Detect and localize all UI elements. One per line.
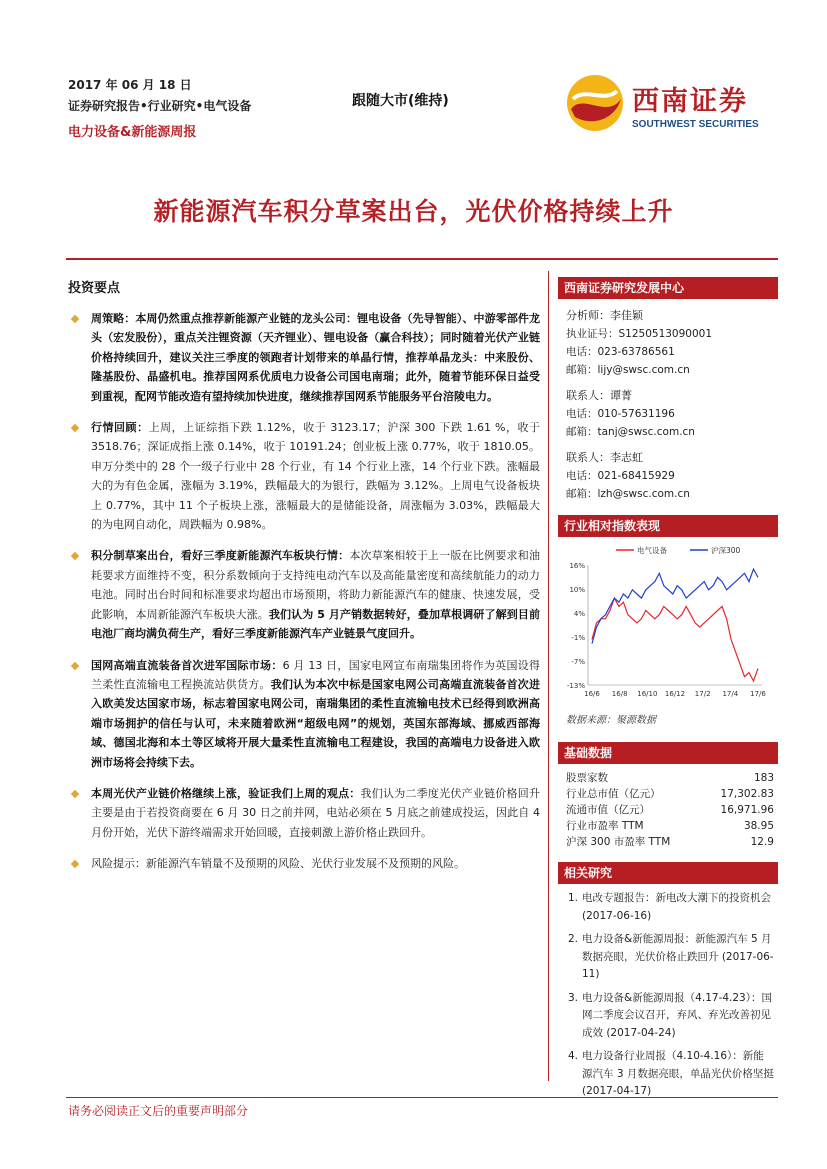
table-row [566, 818, 776, 834]
contact-phone: 电话：021-68415929 [566, 470, 675, 482]
analyst-email[interactable]: 邮箱：lijy@swsc.com.cn [566, 364, 690, 376]
report-series: 电力设备&新能源周报 [68, 125, 197, 140]
table-row [566, 786, 776, 802]
table-label: 流通市值（亿元） [566, 804, 650, 816]
table-label: 行业市盈率 TTM [566, 820, 644, 832]
series-line-electrical-equipment [592, 598, 758, 681]
relative-index-chart [558, 537, 778, 707]
table-value: 16,971.96 [720, 804, 774, 816]
related-research-list [558, 890, 778, 1101]
bullet-icon [71, 661, 79, 669]
ev-credit-label: 积分制草案出台，看好三季度新能源汽车板块行情： [91, 549, 350, 563]
chart-svg [558, 537, 778, 707]
table-value: 38.95 [743, 820, 774, 832]
list-item[interactable] [568, 990, 774, 1043]
x-tick-label: 16/10 [637, 690, 658, 698]
column-divider [548, 271, 549, 1081]
series-line-csi300 [592, 569, 758, 644]
table-label: 沪深 300 市盈率 TTM [566, 836, 671, 848]
paragraph-ev-credit [68, 546, 540, 643]
bullet-icon [71, 424, 79, 432]
market-review-label: 行情回顾： [91, 421, 149, 435]
list-number: 4. [568, 1050, 579, 1062]
table-label: 行业总市值（亿元） [566, 788, 661, 800]
ev-credit-text: 本次草案相较于上一版在比例要求和油耗要求方面维持不变，积分系数倾向于支持纯电动汽车以及高能量密度和高续航能力的动力电池。同时出台时间和标准要求均超出市场预期，将助力新能源汽车的健康、快速发展，受此影响，本周新能源汽车板块大涨。 [91, 549, 541, 621]
paragraph-pv-price [68, 784, 540, 842]
legend-label: 沪深300 [711, 546, 741, 555]
ev-credit-view: 我们认为 5 月产销数据转好，叠加草根调研了解到目前电池厂商均满负荷生产，看好三季度新能源汽车产业链景气度回升。 [91, 607, 540, 641]
y-tick-label: 10% [569, 586, 585, 594]
risk-text: 风险提示：新能源汽车销量不及预期的风险、光伏行业发展不及预期的风险。 [91, 857, 465, 871]
company-logo [565, 73, 770, 135]
y-tick-label: -7% [571, 658, 585, 666]
state-grid-view: 我们认为本次中标是国家电网公司高端直流装备首次进入欧美发达国家市场，标志着国家电网公司，南瑞集团的柔性直流输电技术已经得到欧洲高端市场拥护的信任与认可，未来随着欧洲“超级电网”的规划，英国东部海域、挪威西部海域、德国北海和本土等区域将开展大量柔性直流输电工程建设，我国的高端电力设备进入欧洲市场将会持续下去。 [91, 677, 541, 769]
table-row [566, 802, 776, 818]
market-review-text: 上周，上证综指下跌 1.12%，收于 3123.17；沪深 300 下跌 1.61 %，收于 3518.76；深证成指上涨 0.14%，收于 10191.24；创业板上涨 0.77%，收于 1810.05。申万分类中的 28 个一级子行业中 28 个行业，有 14 个行业上涨，14 个行业下跌。涨幅最大的为有色金属，涨幅为 3.19%，跌幅最大的为银行，跌幅为 3.12%。上周电气设备板块上 0.77%，其中 11 个子板块上涨，涨幅最大的是储能设备，周涨幅为 3.03%，跌幅最大的为电网自动化，周跌幅为 0.98%。 [91, 421, 540, 532]
state-grid-label: 国网高端直流装备首次进军国际市场： [91, 658, 283, 672]
footer-disclaimer[interactable]: 请务必阅读正文后的重要声明部分 [68, 1104, 249, 1118]
y-tick-label: -1% [571, 634, 585, 642]
y-tick-label: 16% [569, 562, 585, 570]
industry-rating: 跟随大市(维持) [352, 93, 449, 109]
analyst-name: 分析师：李佳颖 [566, 309, 643, 322]
related-research-heading: 相关研究 [558, 862, 778, 884]
list-item[interactable] [568, 1048, 774, 1101]
strategy-text: 周策略：本周仍然重点推荐新能源产业链的龙头公司：锂电设备（先导智能）、中游零部件龙头（宏发股份），重点关注锂资源（天齐锂业）、锂电设备（赢合科技）；同时随着光伏产业链价格持续回升，建议关注三季度的领跑者计划带来的单晶行情，推荐单晶龙头：中来股份、隆基股份、晶盛机电。推荐国网系优质电力设备公司国电南瑞；此外，随着节能环保日益受到重视，配网节能改造有望持续加快进度，继续推荐国网系节能服务平台涪陵电力。 [91, 312, 540, 403]
list-item[interactable] [568, 931, 774, 984]
contact-block-1 [558, 387, 778, 441]
basic-data-table [566, 770, 776, 850]
x-tick-label: 17/4 [722, 690, 739, 698]
pv-price-label: 本周光伏产业链价格继续上涨，验证我们上周的观点： [91, 786, 361, 800]
list-text: 电改专题报告：新电改大潮下的投资机会 (2017-06-16) [582, 892, 771, 922]
list-text: 电力设备&新能源周报（4.17-4.23）：国网二季度会议召开，弃风、弃光改善初见成效 (2017-04-24) [582, 991, 772, 1039]
paragraph-risk [68, 854, 540, 873]
chart-source: 数据来源：聚源数据 [566, 715, 656, 726]
research-center-heading: 西南证券研究发展中心 [558, 277, 778, 299]
table-value: 17,302.83 [720, 788, 774, 800]
bullet-icon [71, 552, 79, 560]
x-tick-label: 17/2 [694, 690, 711, 698]
list-text: 电力设备行业周报（4.10-4.16）：新能源汽车 3 月数据亮眼，单晶光伏价格坚挺 (2017-04-17) [582, 1050, 774, 1097]
main-content [68, 277, 540, 886]
report-type: 证券研究报告•行业研究•电气设备 [68, 99, 252, 113]
logo-chinese-name: 西南证券 [632, 86, 748, 117]
table-value: 183 [753, 772, 774, 784]
table-row [566, 834, 776, 850]
table-label: 股票家数 [566, 772, 608, 784]
bullet-icon [71, 860, 79, 868]
section-heading: 投资要点 [68, 281, 121, 296]
y-tick-label: -13% [566, 682, 585, 690]
title-divider [66, 258, 778, 260]
contact-name: 联系人：谭菁 [566, 389, 632, 402]
contact-block-2 [558, 449, 778, 503]
analyst-block [558, 307, 778, 379]
legend-label: 电气设备 [637, 546, 667, 555]
page-title: 新能源汽车积分草案出台，光伏价格持续上升 [153, 197, 674, 226]
footer-divider [66, 1097, 778, 1098]
paragraph-state-grid [68, 656, 540, 772]
pv-price-text: 我们认为二季度光伏产业链价格回升主要是由于若投资商要在 6 月 30 日之前并网，电站必须在 5 月底之前建成投运，因此自 4 月份开始，光伏下游终端需求开始回暖，直接刺激上游价格止跌回升。 [91, 786, 541, 839]
table-row [566, 770, 776, 786]
logo-english-name: SOUTHWEST SECURITIES [632, 119, 759, 130]
x-tick-label: 17/6 [750, 690, 766, 698]
x-tick-label: 16/8 [611, 690, 628, 698]
list-item[interactable] [568, 890, 774, 925]
analyst-cert: 执业证号：S1250513090001 [566, 328, 713, 340]
bullet-icon [71, 790, 79, 798]
state-grid-text: 6 月 13 日，国家电网宣布南瑞集团将作为英国设得兰柔性直流输电工程换流站供货方。 [91, 658, 541, 691]
chart-heading: 行业相对指数表现 [558, 515, 778, 537]
contact-email[interactable]: 邮箱：tanj@swsc.com.cn [566, 426, 695, 438]
logo-emblem-icon [565, 73, 625, 133]
bullet-icon [71, 315, 79, 323]
contact-phone: 电话：010-57631196 [566, 408, 675, 420]
sidebar [558, 277, 778, 1097]
contact-name: 联系人：李志虹 [566, 451, 643, 464]
list-number: 2. [568, 933, 579, 945]
list-number: 1. [568, 892, 579, 904]
paragraph-market-review [68, 418, 540, 534]
report-date: 2017 年 06 月 18 日 [68, 78, 192, 92]
y-tick-label: 4% [573, 610, 585, 618]
x-tick-label: 16/12 [664, 690, 686, 698]
table-value: 12.9 [750, 836, 774, 848]
contact-email[interactable]: 邮箱：lzh@swsc.com.cn [566, 488, 690, 500]
analyst-phone: 电话：023-63786561 [566, 346, 675, 358]
paragraph-strategy [68, 309, 540, 406]
basic-data-heading: 基础数据 [558, 742, 778, 764]
list-text: 电力设备&新能源周报：新能源汽车 5 月数据亮眼，光伏价格止跌回升 (2017-06-11) [582, 933, 774, 980]
list-number: 3. [568, 991, 579, 1004]
x-tick-label: 16/6 [584, 690, 600, 698]
